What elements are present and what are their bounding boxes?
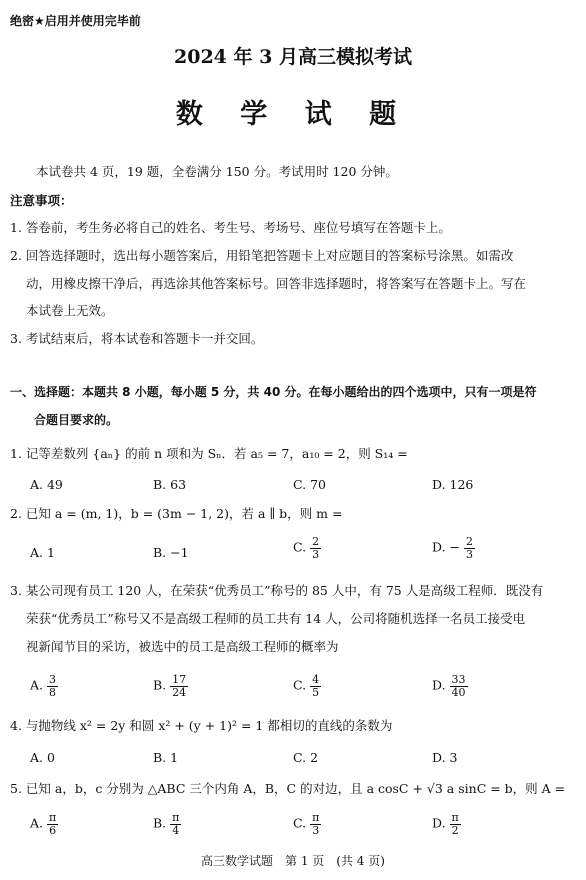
q3-option-d: D. $\frac{33}{40}$ [432, 673, 466, 699]
q2-option-d [432, 536, 475, 560]
q3-option-a: A. $\frac{3}{8}$ [30, 673, 56, 699]
question-2-stem: 2. 已知 a = (m, 1)，b = (3m − 1, 2)，若 a ∥ b，则 m = [10, 506, 343, 521]
q3-option-b-fraction: $\frac{17}{24}$ [172, 673, 187, 699]
q4-option-b: B. 1 [153, 750, 179, 765]
q2-option-c-label: C. [293, 539, 307, 555]
q5-option-a: A. $\frac{\pi}{6}$ [30, 811, 57, 837]
subject-title: 数 学 试 题 [175, 99, 411, 130]
note-2-line-2: 动，用橡皮擦干净后，再选涂其他答案标号。回答非选择题时，将答案写在答题卡上。写在 [26, 276, 527, 291]
note-3: 3. 考试结束后，将本试卷和答题卡一并交回。 [10, 331, 264, 346]
q5-option-b: B. $\frac{\pi}{4}$ [153, 811, 180, 837]
q3-option-c-fraction: $\frac{4}{5}$ [312, 673, 320, 699]
q2-option-c [293, 536, 321, 560]
q1-option-a: A. 49 [30, 477, 63, 492]
note-2-line-3: 本试卷上无效。 [26, 303, 114, 318]
q5-option-c: C. $\frac{\pi}{3}$ [293, 811, 320, 837]
q5-option-d: D. $\frac{\pi}{2}$ [432, 811, 459, 837]
q4-option-c: C. 2 [293, 750, 319, 765]
q2-option-d-fraction: $\frac{2}{3}$ [465, 535, 473, 561]
q2-option-d-label: D. − [432, 539, 460, 555]
section-heading-line-2: 合题目要求的。 [34, 413, 119, 427]
q3-option-b: B. $\frac{17}{24}$ [153, 673, 187, 699]
q2-option-c-fraction: $\frac{2}{3}$ [312, 535, 320, 561]
q1-option-c: C. 70 [293, 477, 326, 492]
question-4-stem: 4. 与抛物线 x² = 2y 和圆 x² + (y + 1)² = 1 都相切的直线的条数为 [10, 718, 393, 733]
intro-text: 本试卷共 4 页，19 题，全卷满分 150 分。考试用时 120 分钟。 [36, 164, 398, 179]
question-3-line-1: 3. 某公司现有员工 120 人，在荣获“优秀员工”称号的 85 人中，有 75 人是高级工程师．既没有 [10, 583, 544, 598]
notes-heading: 注意事项： [10, 193, 73, 208]
page-footer: 高三数学试题 第 1 页 (共 4 页) [201, 854, 385, 868]
q2-option-a: A. 1 [30, 545, 55, 560]
question-1-stem: 1. 记等差数列 {aₙ} 的前 n 项和为 Sₙ．若 a₅ = 7，a₁₀ = 2，则 S₁₄ = [10, 446, 408, 461]
q5-option-b-fraction: $\frac{\pi}{4}$ [172, 811, 180, 837]
q3-option-c: C. $\frac{4}{5}$ [293, 673, 320, 699]
q3-option-a-fraction: $\frac{3}{8}$ [49, 673, 56, 699]
q5-option-c-fraction: $\frac{\pi}{3}$ [312, 811, 320, 837]
q3-option-d-fraction: $\frac{33}{40}$ [451, 673, 466, 699]
q1-option-d: D. 126 [432, 477, 474, 492]
question-3-line-3: 视新闻节目的采访，被选中的员工是高级工程师的概率为 [26, 639, 339, 654]
question-5-stem: 5. 已知 a，b，c 分别为 △ABC 三个内角 A，B，C 的对边，且 a cosC + √3 a sinC = b，则 A = [10, 781, 566, 796]
note-2-line-1: 2. 回答选择题时，选出每小题答案后，用铅笔把答题卡上对应题目的答案标号涂黑。如需改 [10, 248, 514, 263]
exam-title: 2024 年 3 月高三模拟考试 [174, 46, 412, 68]
q4-option-a: A. 0 [30, 750, 55, 765]
q1-option-b: B. 63 [153, 477, 187, 492]
q4-option-d: D. 3 [432, 750, 458, 765]
q5-option-d-fraction: $\frac{\pi}{2}$ [451, 811, 459, 837]
question-3-line-2: 荣获“优秀员工”称号又不是高级工程师的员工共有 14 人，公司将随机选择一名员工接受电 [26, 611, 526, 626]
note-1: 1. 答卷前，考生务必将自己的姓名、考生号、考场号、座位号填写在答题卡上。 [10, 220, 451, 235]
q2-option-b: B. −1 [153, 545, 189, 560]
q5-option-a-fraction: $\frac{\pi}{6}$ [49, 811, 57, 837]
confidential-label: 绝密★启用并使用完毕前 [10, 14, 141, 28]
section-heading-line-1: 一、选择题：本题共 8 小题，每小题 5 分，共 40 分。在每小题给出的四个选项中，只有一项是符 [10, 385, 537, 399]
